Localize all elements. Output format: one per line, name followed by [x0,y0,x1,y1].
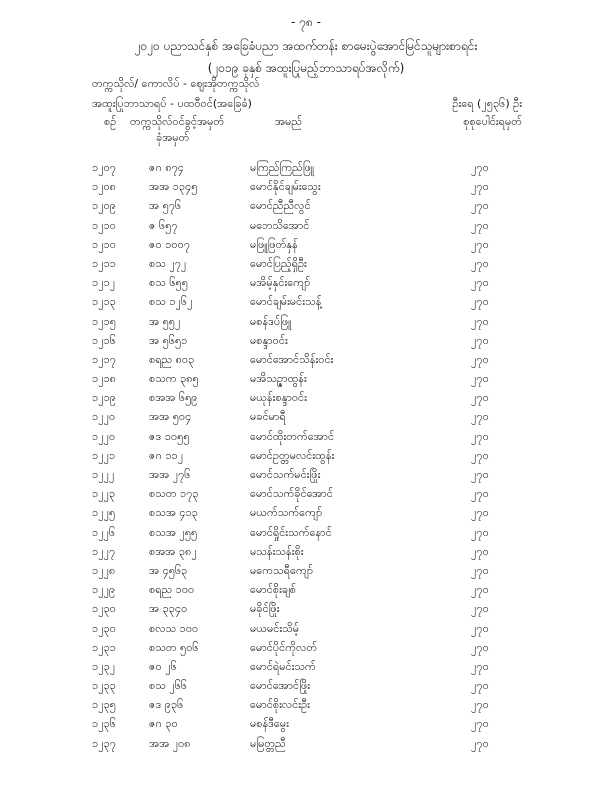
document-subtitle: (၂၀၁၉ ခုနှစ် အထူးပြုမည့်ဘာသာရပ်အလိုက်) [207,61,405,75]
row-number: ၁၂၃၆ [92,717,116,731]
total-mark: ၂၇၀ [471,218,489,232]
table-row [0,638,612,657]
row-number: ၁၂၁၇ [92,352,116,366]
table-row [0,503,612,522]
row-number: ၁၂၂၂ [92,468,115,481]
total-mark: ၂၇၀ [471,314,489,328]
roll-number: စသ ၁၂၆၂ [149,295,193,309]
row-number: ၁၂၁၀ [92,218,116,232]
row-number: ၁၂၃၀ [92,602,116,616]
student-name: မောင်ပိုင်ကိုလတ် [250,640,318,654]
student-name: မယမင်းသိမ့် [250,621,300,635]
total-mark: ၂၇၀ [471,736,489,750]
roll-number: အအ ၂၀၈ [149,736,191,750]
total-mark: ၂၇၀ [471,429,489,443]
student-name: မောင်သက်မင်းဖြိုး [250,468,321,481]
roll-number: ဇဒ ၉၃၆ [149,698,184,712]
student-name: မကြည်ကြည်ဖြူ [250,161,315,174]
total-mark: ၂၇၀ [471,583,489,597]
table-row [0,599,612,618]
total-mark: ၂၇၀ [471,698,489,712]
row-number: ၁၂၂၀ [92,410,116,424]
student-name: မယုန်းစန္ဒာဝင်း [250,391,307,405]
table-row [0,657,612,676]
col-header-roll-sub: ခုံအမှတ် [156,131,190,144]
table-row [0,676,612,695]
student-name: မအိမ့်နှင်းကျော် [250,276,311,290]
total-mark: ၂၇၀ [471,256,489,270]
col-header-name: အမည် [275,115,303,128]
total-mark: ၂၇၀ [471,180,489,194]
row-number: ၁၂၃၁ [92,640,116,654]
total-mark: ၂၇၀ [471,640,489,654]
row-number: ၁၂၃၇ [92,736,116,750]
student-name: မောင်ရှိုင်းသက်နောင် [250,525,332,539]
row-number: ၁၂၃၀ [92,621,116,635]
student-name: မယက်သက်ကျော် [250,506,323,520]
roll-number: စရည ၈၀၃ [149,352,195,366]
table-row [0,235,612,254]
table-row [0,273,612,292]
table-row [0,714,612,733]
row-number: ၁၂၂၁ [92,448,116,462]
total-mark: ၂၇၀ [471,237,489,251]
total-mark: ၂၇၀ [471,563,489,577]
roll-number: စသအ ၄၁၃ [149,506,198,520]
row-number: ၁၂၁၉ [92,391,116,405]
student-name: မောင်နိုင်ချမ်းသွေး [250,180,321,194]
total-mark: ၂၇၀ [471,679,489,693]
table-row [0,580,612,599]
student-name: မောင်အောင်ဖြိုး [250,679,311,693]
row-number: ၁၂၁၁ [92,256,116,270]
total-mark: ၂၇၀ [471,448,489,462]
row-number: ၁၂၁၈ [92,372,117,386]
subject-header [92,97,522,113]
table-row [0,177,612,196]
roll-number: စသတ ၁၇၃ [149,487,199,501]
roll-number: ဇဂ ၈၇၄ [149,161,184,174]
roll-number: အအ ၁၃၄၅ [149,180,198,194]
col-header-roll: တက္ကသိုလ်ဝင်ခွင့်အမှတ် [130,115,225,128]
roll-number: စအအ ၃၈၂ [149,544,197,558]
table-row [0,216,612,235]
student-name: မောင်ပြည့်ရှိဦး [250,256,307,270]
student-name: မကေသရီကျော် [250,563,313,577]
row-number: ၁၂၁၅ [92,314,116,328]
page-number: - ၇၈ - [291,15,321,29]
row-number: ၁၂၃၅ [92,698,116,712]
table-row [0,561,612,580]
student-name: မောင်ထိုးတက်အောင် [250,429,335,443]
roll-number: ဇဂ ၁၁၂ [149,448,184,462]
roll-number: အ ၃၃၄၀ [149,602,188,616]
total-mark: ၂၇၀ [471,410,489,424]
table-row [0,331,612,350]
col-header-mark: စုစုပေါင်းရမှတ် [463,115,522,128]
table-row [0,465,612,484]
student-name: မဘေသိအောင် [250,218,310,232]
student-name: မောင်ချမ်းမင်းသန့် [250,295,322,309]
roll-number: စသက ၃၈၅ [149,372,199,386]
table-row [0,427,612,446]
roll-number: ဇ၀ ၁၀၀၇ [149,237,190,251]
row-number: ၁၂၁၀ [92,237,116,251]
row-number: ၁၂၁၆ [92,333,116,347]
student-name: မောင်သက်ခိုင်အောင် [250,487,333,501]
row-number: ၁၂၂၀ [92,429,116,443]
student-name: မောင်စိုးချစ် [250,583,296,597]
subject-line: အထူးပြုဘာသာရပ် - ပထဝီဝင်(အခြေခံ) [92,97,252,110]
total-mark: ၂၇၀ [471,352,489,366]
student-name: မောင်စိုးလင်းဦး [250,698,310,712]
table-row [0,350,612,369]
roll-number: စသ ၂၆၆ [149,679,188,693]
table-row [0,292,612,311]
roll-number: စသ ၂၇၂ [149,256,187,270]
roll-number: အ ၅၇၆ [149,199,182,213]
table-row [0,542,612,561]
table-row [0,523,612,542]
total-mark: ၂၇၀ [471,717,489,731]
roll-number: စအအ ၆၅၉ [149,391,198,405]
table-row [0,312,612,331]
roll-number: စရည ၁၀၀ [149,583,195,597]
table-row [0,388,612,407]
row-number: ၁၂၂၉ [92,583,116,597]
student-name: မသန်းသန်းစိုး [250,544,304,558]
table-row [0,695,612,714]
university-line: တက္ကသိုလ်/ ကောလိပ် - ဈေးအိုတက္ကသိုလ် [92,77,260,90]
roll-number: အ ၅၆၅၁ [149,333,188,347]
row-number: ၁၂၂၃ [92,487,116,501]
table-row [0,446,612,465]
student-name: မစန္ဒာဝင်း [250,333,288,347]
row-number: ၁၂၁၂ [92,276,116,290]
roll-number: အ ၄၅၆၃ [149,563,188,577]
results-table [0,158,612,753]
total-mark: ၂၇၀ [471,468,489,481]
total-mark: ၂၇၀ [471,161,489,174]
row-number: ၁၂၂၇ [92,544,116,558]
total-mark: ၂၇၀ [471,506,489,520]
table-row [0,407,612,426]
total-mark: ၂၇၀ [471,295,489,309]
row-number: ၁၂၀၈ [92,180,117,194]
student-name: မမြတ္တညီ [250,736,286,750]
total-mark: ၂၇၀ [471,199,489,213]
total-mark: ၂၇၀ [471,333,489,347]
table-row [0,254,612,273]
total-count: ဦးရေ (၂၅၃၆) ဦး [452,97,522,110]
roll-number: စလသ ၁၀၀ [149,621,199,635]
total-mark: ၂၇၀ [471,391,489,405]
row-number: ၁၂၂၈ [92,563,116,577]
student-name: မစန်ဒပ်ဖြူ [250,314,292,328]
row-number: ၁၂၂၆ [92,525,116,539]
total-mark: ၂၇၀ [471,276,489,290]
total-mark: ၂၇၀ [471,544,489,558]
table-row [0,619,612,638]
roll-number: စသတ ၅၀၆ [149,640,199,654]
row-number: ၁၂၃၃ [92,679,116,693]
total-mark: ၂၇၀ [471,487,489,501]
student-name: မဖြူဖြတ်နှန် [250,237,298,251]
roll-number: ဇဝ ၂၆ [149,659,177,673]
roll-number: အအ ၅၀၄ [149,410,192,424]
document-title: ၂၀၂၀ ပညာသင်နှစ် အခြေခံပညာ အထက်တန်း စာမေးပွဲအောင်မြင်သူများစာရင်း [134,39,478,53]
student-name: မောင်ဥတ္တမလင်းထွန်း [250,448,335,462]
col-header-no: စဉ် [104,115,117,128]
table-row [0,196,612,215]
column-headers [92,115,522,147]
row-number: ၁၂၀၇ [92,161,116,174]
table-row [0,158,612,177]
roll-number: ဇဂ ၃၀ [149,717,178,731]
total-mark: ၂၇၀ [471,372,489,386]
table-row [0,734,612,753]
roll-number: ဇ ၆၅၇ [149,218,178,232]
student-name: မောင်အောင်သိန်းဝင်း [250,352,334,366]
row-number: ၁၂၂၅ [92,506,116,520]
row-number: ၁၂၀၉ [92,199,116,213]
roll-number: စသ ၆၅၅ [149,276,188,290]
table-row [0,484,612,503]
total-mark: ၂၇၀ [471,525,489,539]
row-number: ၁၂၃၂ [92,659,116,673]
total-mark: ၂၇၀ [471,602,489,616]
student-name: မခင်မာရီ [250,410,286,424]
total-mark: ၂၇၀ [471,659,489,673]
roll-number: ဇဒ ၁၀၅၅ [149,429,190,443]
student-name: မအိသဉ္ဇာထွန်း [250,372,307,386]
row-number: ၁၂၁၃ [92,295,116,309]
student-name: မောင်ရဲမင်းသက် [250,659,316,673]
student-name: မခိုင်ဖြိုး [250,602,280,616]
roll-number: အ ၅၅၂ [149,314,181,328]
roll-number: အအ ၂၇၆ [149,468,191,481]
student-name: မောင်ညီညီလွင် [250,199,311,213]
student-name: မစန်ဒီမွေး [250,717,289,731]
roll-number: စသအ ၂၅၅ [149,525,198,539]
table-row [0,369,612,388]
total-mark: ၂၇၀ [471,621,489,635]
